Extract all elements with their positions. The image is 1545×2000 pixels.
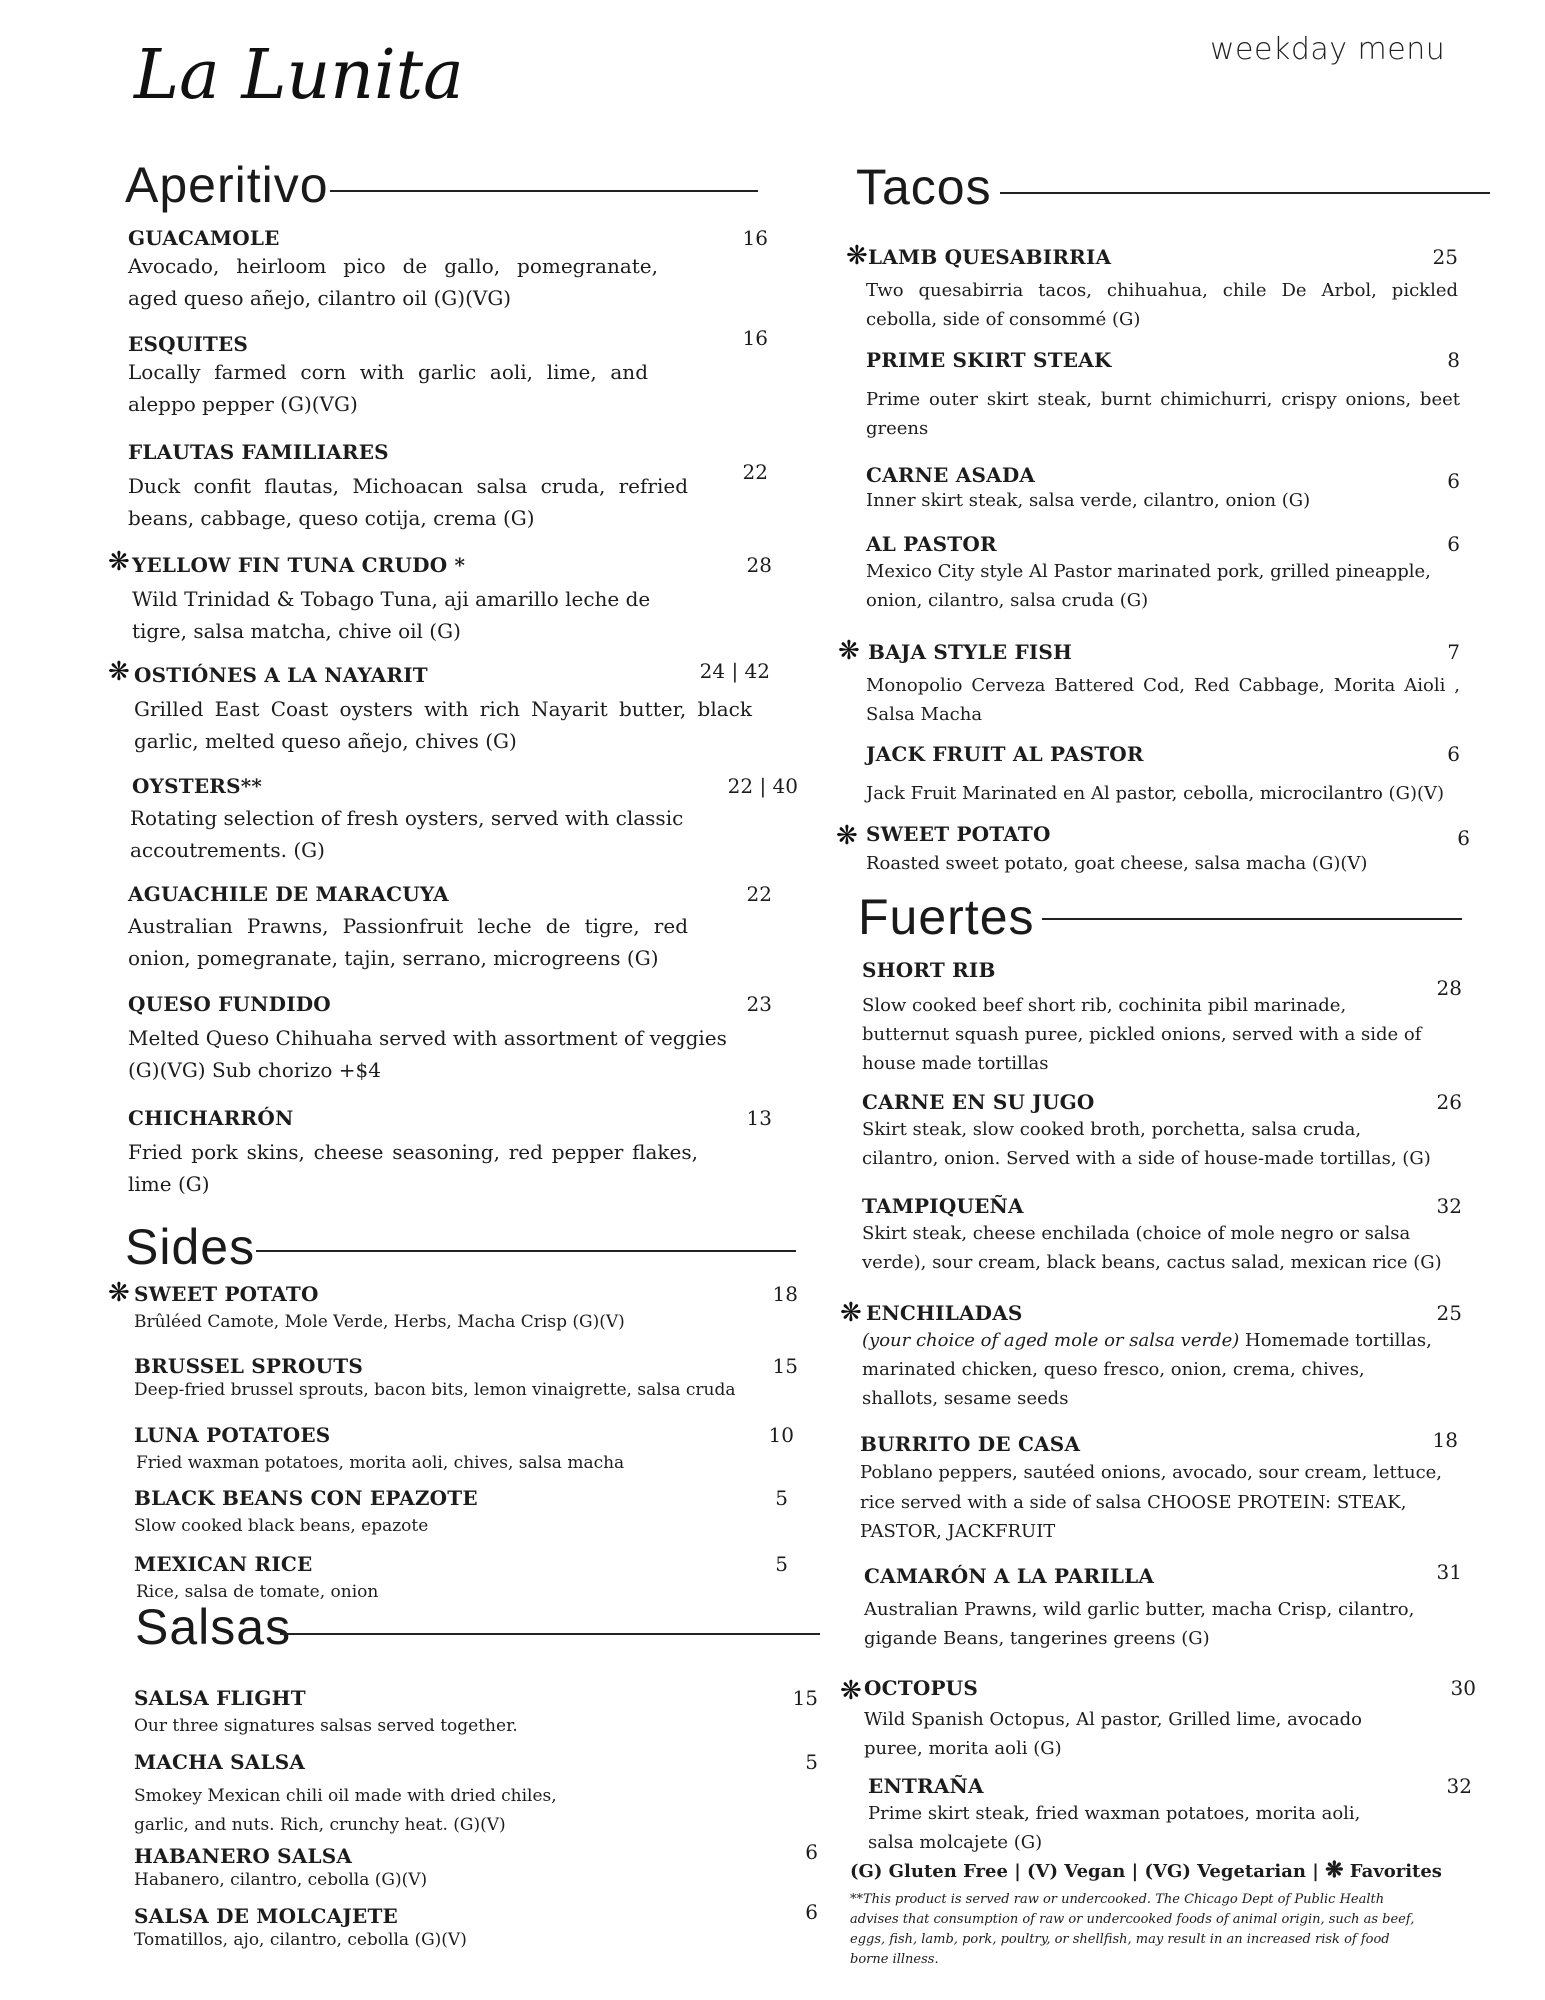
section-rule-tacos [1000,192,1490,194]
favorite-star-icon: ❋ [840,1676,862,1706]
item-description: Slow cooked black beans, epazote [134,1516,429,1536]
item-name: CARNE ASADA [866,463,1036,487]
item-name: FLAUTAS FAMILIARES [128,440,389,464]
item-price: 18 [772,1282,798,1306]
section-title-salsas: Salsas [135,1599,292,1655]
section-title-tacos: Tacos [856,159,992,215]
item-description: Our three signatures salsas served together. [134,1716,518,1736]
item-description: Fried waxman potatoes, morita aoli, chives, salsa macha [136,1453,625,1473]
item-name: SWEET POTATO [866,822,1051,846]
favorite-star-icon: ❋ [108,657,130,687]
item-description: Slow cooked beef short rib, cochinita pibil marinade, butternut squash puree, pickled onions, served with a side of house made tortillas [862,995,1422,1074]
item-price: 28 [1436,976,1462,1000]
favorite-star-icon: ❋ [836,821,858,851]
item-price: 15 [792,1686,818,1710]
item-description: Habanero, cilantro, cebolla (G)(V) [134,1870,428,1890]
item-description: Grilled East Coast oysters with rich Nayarit butter, black garlic, melted queso añejo, chives (G) [134,697,752,754]
item-name: CAMARÓN A LA PARILLA [864,1564,1155,1588]
favorite-star-icon: ❋ [840,1298,862,1328]
item-name: AL PASTOR [866,532,997,556]
item-description: Jack Fruit Marinated en Al pastor, cebolla, microcilantro (G)(V) [866,783,1445,804]
item-price: 8 [1447,348,1460,372]
item-price: 26 [1436,1090,1462,1114]
item-price: 32 [1446,1774,1472,1798]
item-price: 22 [746,882,772,906]
item-description: Fried pork skins, cheese seasoning, red pepper flakes, lime (G) [128,1140,698,1197]
item-name: LUNA POTATOES [134,1423,331,1447]
item-price: 30 [1450,1676,1476,1700]
item-name: CARNE EN SU JUGO [862,1090,1095,1114]
item-price: 15 [772,1354,798,1378]
item-description: Wild Trinidad & Tobago Tuna, aji amarillo leche de tigre, salsa matcha, chive oil (G) [132,587,651,644]
section-rule-sides [256,1250,796,1252]
item-description: Roasted sweet potato, goat cheese, salsa macha (G)(V) [866,853,1368,874]
item-description: Monopolio Cerveza Battered Cod, Red Cabbage, Morita Aioli , Salsa Macha [866,675,1460,725]
item-description: Tomatillos, ajo, cilantro, cebolla (G)(V) [134,1930,467,1950]
restaurant-logo [130,20,470,130]
item-description [862,1327,1442,1413]
item-description: Skirt steak, slow cooked broth, porchetta, salsa cruda, cilantro, onion. Served with a side of house-made tortillas, (G) [862,1119,1431,1169]
item-description: Duck confit flautas, Michoacan salsa cruda, refried beans, cabbage, queso cotija, crema (G) [128,474,688,531]
item-price: 13 [746,1106,772,1130]
item-price: 6 [1447,742,1460,766]
section-title-sides: Sides [125,1219,256,1275]
item-price: 5 [805,1750,818,1774]
item-price: 6 [1447,532,1460,556]
item-name: SHORT RIB [862,958,996,982]
section-rule-aperitivo [330,190,758,192]
section-rule-salsas [280,1633,820,1635]
dietary-legend [850,1857,1442,1883]
item-description: Smokey Mexican chili oil made with dried chiles, garlic, and nuts. Rich, crunchy heat. (G)(V) [134,1786,557,1835]
item-price: 16 [742,226,768,250]
item-description-option: (your choice of aged mole or salsa verde) [862,1330,1240,1351]
item-name: ESQUITES [128,332,249,356]
item-description: Rotating selection of fresh oysters, served with classic accoutrements. (G) [130,806,684,863]
item-description: Melted Queso Chihuaha served with assortment of veggies (G)(VG) Sub chorizo +$4 [128,1026,727,1083]
raw-food-disclaimer: **This product is served raw or undercooked. The Chicago Dept of Public Health advises that consumption of raw or undercooked foods of animal origin, such as beef, eggs, fish, lamb, pork, poultry, or shellfish, may result in an increased risk of food borne illness. [850,1892,1415,1968]
logo-text: La Lunita [134,36,464,115]
item-description: Rice, salsa de tomate, onion [136,1582,379,1602]
item-price: 6 [805,1900,818,1924]
item-price: 31 [1436,1560,1462,1584]
item-description: Skirt steak, cheese enchilada (choice of mole negro or salsa verde), sour cream, black beans, cactus salad, mexican rice (G) [862,1223,1442,1273]
item-price: 32 [1436,1194,1462,1218]
favorite-star-icon: ❋ [838,636,860,666]
item-name: PRIME SKIRT STEAK [866,348,1112,372]
item-price: 5 [775,1486,788,1510]
section-title-aperitivo: Aperitivo [125,157,329,213]
item-price: 22 [742,460,768,484]
item-name: BURRITO DE CASA [860,1432,1081,1456]
favorite-star-icon: ❋ [1325,1857,1344,1883]
item-price: 23 [746,992,772,1016]
item-price: 28 [746,553,772,577]
item-description: Brûléed Camote, Mole Verde, Herbs, Macha Crisp (G)(V) [134,1312,625,1332]
section-title-fuertes: Fuertes [858,889,1035,945]
item-name: JACK FRUIT AL PASTOR [866,742,1144,766]
item-price: 6 [1457,826,1470,850]
item-price: 22 | 40 [727,774,798,798]
favorite-star-icon: ❋ [108,1278,130,1308]
item-description: Australian Prawns, Passionfruit leche de tigre, red onion, pomegranate, tajin, serrano, microgreens (G) [128,914,688,971]
favorite-star-icon: ❋ [108,547,130,577]
item-name: BLACK BEANS CON EPAZOTE [134,1486,478,1510]
item-name: SWEET POTATO [134,1282,319,1306]
item-description: Inner skirt steak, salsa verde, cilantro, onion (G) [866,490,1311,511]
item-name: OYSTERS** [132,774,263,798]
item-description: Avocado, heirloom pico de gallo, pomegranate, aged queso añejo, cilantro oil (G)(VG) [128,254,658,311]
item-description: Prime skirt steak, fried waxman potatoes, morita aoli, salsa molcajete (G) [868,1803,1361,1853]
item-name: CHICHARRÓN [128,1106,294,1130]
favorite-star-icon: ❋ [846,241,868,271]
item-price: 6 [805,1840,818,1864]
item-description: Deep-fried brussel sprouts, bacon bits, lemon vinaigrette, salsa cruda [134,1380,736,1400]
item-price: 24 | 42 [699,659,770,683]
item-description-text: Homemade tortillas, marinated chicken, queso fresco, onion, crema, chives, shallots, sesame seeds [862,1330,1432,1409]
item-name: ENCHILADAS [866,1301,1023,1325]
item-price: 6 [1447,469,1460,493]
item-name: HABANERO SALSA [134,1844,353,1868]
section-rule-fuertes [1042,918,1462,920]
item-price: 7 [1447,640,1460,664]
item-name: YELLOW FIN TUNA CRUDO * [132,553,466,577]
legend-favorites: Favorites [1349,1861,1442,1882]
item-price: 10 [768,1423,794,1447]
item-name: OSTIÓNES A LA NAYARIT [134,663,428,687]
item-name: QUESO FUNDIDO [128,992,331,1016]
item-name: BRUSSEL SPROUTS [134,1354,363,1378]
menu-tagline: weekday menu [1210,32,1446,67]
item-description: Prime outer skirt steak, burnt chimichurri, crispy onions, beet greens [866,389,1460,439]
item-name: ENTRAÑA [868,1774,984,1798]
legend-text: (G) Gluten Free | (V) Vegan | (VG) Vegetarian | [850,1861,1319,1882]
item-name: MACHA SALSA [134,1750,306,1774]
item-price: 18 [1432,1428,1458,1452]
item-name: TAMPIQUEÑA [862,1194,1024,1218]
item-name: BAJA STYLE FISH [868,640,1073,664]
item-name: OCTOPUS [864,1676,978,1700]
item-name: AGUACHILE DE MARACUYA [128,882,449,906]
item-name: MEXICAN RICE [134,1552,313,1576]
item-name: SALSA FLIGHT [134,1686,306,1710]
item-description: Wild Spanish Octopus, Al pastor, Grilled lime, avocado puree, morita aoli (G) [864,1709,1362,1759]
item-description: Locally farmed corn with garlic aoli, lime, and aleppo pepper (G)(VG) [128,360,648,417]
item-name: SALSA DE MOLCAJETE [134,1904,398,1928]
item-description: Australian Prawns, wild garlic butter, macha Crisp, cilantro, gigande Beans, tangerines greens (G) [864,1599,1415,1649]
item-price: 25 [1432,245,1458,269]
item-price: 5 [775,1552,788,1576]
item-price: 25 [1436,1301,1462,1325]
item-name: LAMB QUESABIRRIA [868,245,1112,269]
item-description: Two quesabirria tacos, chihuahua, chile De Arbol, pickled cebolla, side of consommé (G) [866,280,1458,330]
item-description: Mexico City style Al Pastor marinated pork, grilled pineapple, onion, cilantro, salsa cruda (G) [866,561,1431,611]
item-name: GUACAMOLE [128,226,280,250]
item-price: 16 [742,326,768,350]
item-description: Poblano peppers, sautéed onions, avocado, sour cream, lettuce, rice served with a side of salsa CHOOSE PROTEIN: STEAK, PASTOR, JACKFRUIT [860,1462,1443,1543]
